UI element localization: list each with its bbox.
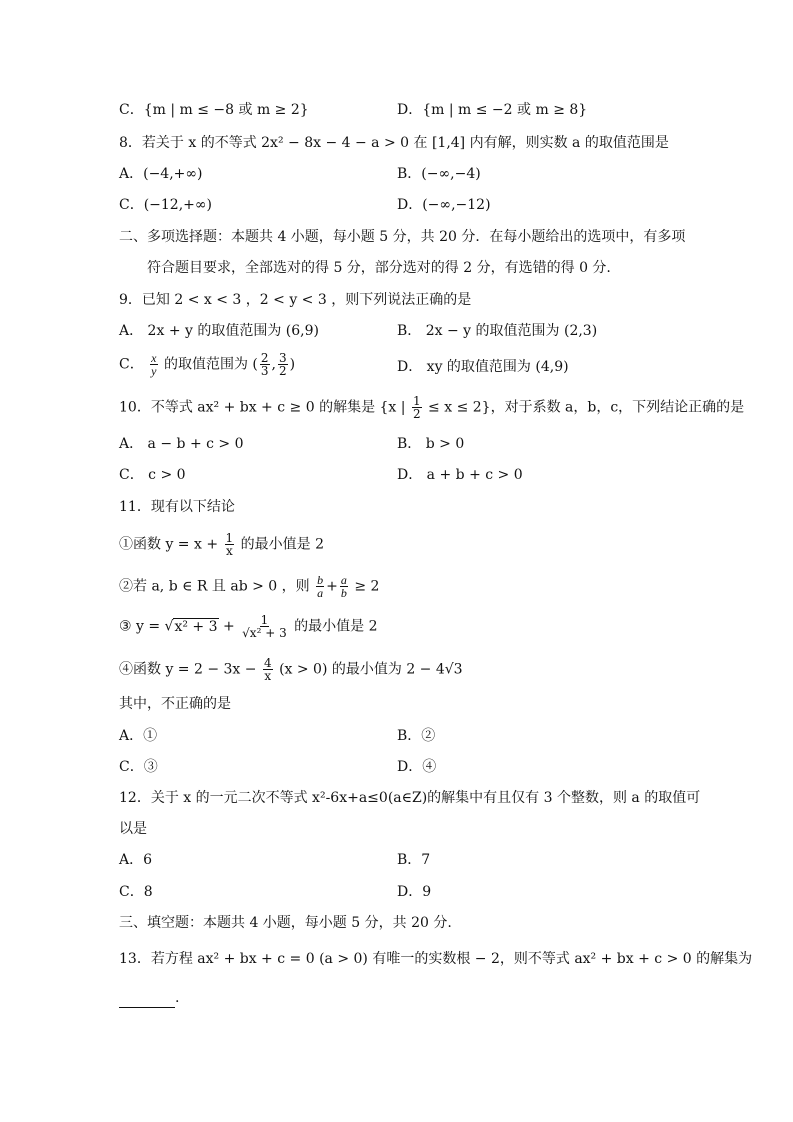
q11-statement-2: [119, 574, 379, 599]
section2-heading: 二、多项选择题：本题共 4 小题，每小题 5 分，共 20 分．在每小题给出的选项中，有多项: [119, 229, 686, 245]
q11-stem: 11．现有以下结论: [119, 499, 235, 515]
q11-s4-b: (x > 0) 的最小值为 2 − 4√3: [279, 661, 463, 678]
q9-option-c-prefix: C．: [119, 356, 144, 373]
q9-option-c-end: ): [289, 356, 296, 373]
q12-option-d: D．9: [397, 884, 432, 900]
fraction-denominator: a: [317, 586, 324, 600]
q11-s1-fraction: [225, 532, 235, 557]
q10-option-a: A． a − b + c > 0: [119, 436, 244, 452]
q9-option-c-fraction-2: [278, 352, 288, 377]
q8-option-b: B．(−∞,−4): [397, 166, 481, 182]
q13-answer-line: [119, 988, 179, 1008]
fraction-denominator: x: [264, 669, 272, 683]
q11-statement-4: [119, 657, 463, 682]
section2-heading-cont: 符合题目要求，全部选对的得 5 分，部分选对的得 2 分，有选错的得 0 分.: [147, 260, 611, 276]
q9-option-d: D． xy 的取值范围为 (4,9): [397, 359, 569, 375]
fraction-numerator: b: [317, 573, 324, 587]
section3-heading: 三、填空题：本题共 4 小题，每小题 5 分，共 20 分.: [119, 915, 452, 931]
q11-s2-fraction-1: [316, 574, 324, 599]
q10-option-d: D． a + b + c > 0: [397, 467, 523, 483]
q11-s3-plus: +: [222, 618, 235, 635]
q11-s3-radicand: x² + 3: [174, 618, 218, 635]
q9-option-a: A． 2x + y 的取值范围为 (6,9): [119, 323, 319, 339]
fraction-denominator: 3: [260, 364, 269, 378]
q11-s3-b: 的最小值是 2: [294, 618, 378, 635]
q9-stem: 9．已知 2 < x < 3 ，2 < y < 3 ，则下列说法正确的是: [119, 292, 472, 308]
q11-s2-plus: +: [326, 578, 338, 595]
q12-option-a: A．6: [119, 852, 153, 868]
q9-option-c-mid: 的取值范围为 (: [163, 356, 258, 373]
q9-option-c-comma: ,: [271, 356, 276, 373]
q11-statement-1: [119, 532, 324, 557]
q10-option-b: B． b > 0: [397, 436, 465, 452]
q11-option-c: C．③: [119, 759, 158, 775]
q9-option-c-fraction-1: [260, 352, 270, 377]
q11-option-d: D．④: [397, 759, 437, 775]
fraction-denominator: 2: [278, 364, 287, 378]
fraction-numerator: 4: [263, 656, 272, 670]
fraction-numerator: 3: [278, 351, 287, 365]
q11-s2-fraction-2: [340, 574, 348, 599]
q13-stem: 13．若方程 ax² + bx + c = 0 (a > 0) 有唯一的实数根 − 2，则不等式 ax² + bx + c > 0 的解集为: [119, 951, 753, 967]
q12-option-b: B．7: [397, 852, 431, 868]
q13-end: .: [175, 990, 180, 1006]
q11-s2-a: ②若 a, b ∈ R 且 ab > 0 ，则: [119, 578, 310, 595]
fraction-numerator: a: [340, 573, 347, 587]
q10-option-c: C． c > 0: [119, 467, 186, 483]
q11-s4-a: ④函数 y = 2 − 3x −: [119, 661, 257, 678]
q11-s1-a: ①函数 y = x +: [119, 536, 219, 553]
q12-stem: 12．关于 x 的一元二次不等式 x²-6x+a≤0(a∈Z)的解集中有且仅有 3 个整数，则 a 的取值可: [119, 790, 701, 806]
q11-statement-3: [119, 614, 378, 639]
fraction-denominator: b: [340, 586, 347, 600]
q10-stem: [119, 395, 744, 420]
q10-stem-fraction: [412, 395, 422, 420]
q11-option-b: B．②: [397, 728, 436, 744]
fraction-denominator: y: [151, 364, 157, 378]
fraction-denominator: 2: [412, 407, 421, 421]
fraction-numerator: 2: [260, 351, 269, 365]
q12-option-c: C．8: [119, 884, 153, 900]
q11-s3-fraction: [241, 614, 288, 639]
q11-s1-b: 的最小值是 2: [240, 536, 324, 553]
fraction-denominator: √x² + 3: [242, 626, 287, 640]
fraction-denominator: x: [225, 544, 233, 558]
q10-stem-b: ≤ x ≤ 2}，对于系数 a，b，c，下列结论正确的是: [428, 399, 745, 416]
q10-stem-a: 10．不等式 ax² + bx + c ≥ 0 的解集是 {x |: [119, 399, 406, 416]
q7-option-c: C．{m | m ≤ −8 或 m ≥ 2}: [119, 102, 309, 118]
q9-option-c-fraction: [150, 352, 157, 377]
q12-stem-cont: 以是: [119, 821, 147, 837]
answer-blank[interactable]: [119, 993, 175, 1008]
q9-option-c: [119, 352, 295, 377]
q11-option-a: A．①: [119, 728, 158, 744]
q11-s4-fraction: [263, 657, 273, 682]
q11-ask: 其中，不正确的是: [119, 696, 231, 712]
q11-s2-b: ≥ 2: [354, 578, 380, 595]
fraction-numerator: 1: [412, 394, 421, 408]
q7-option-d: D．{m | m ≤ −2 或 m ≥ 8}: [397, 102, 588, 118]
q8-option-d: D．(−∞,−12): [397, 197, 491, 213]
q8-option-c: C．(−12,+∞): [119, 197, 213, 213]
q8-stem: 8．若关于 x 的不等式 2x² − 8x − 4 − a > 0 在 [1,4] 内有解，则实数 a 的取值范围是: [119, 135, 669, 151]
q9-option-b: B． 2x − y 的取值范围为 (2,3): [397, 323, 598, 339]
fraction-numerator: x: [151, 351, 157, 365]
q11-s3-a: ③ y = √: [119, 618, 174, 635]
fraction-numerator: 1: [225, 531, 234, 545]
q8-option-a: A．(−4,+∞): [119, 166, 203, 182]
fraction-numerator: 1: [260, 613, 269, 627]
